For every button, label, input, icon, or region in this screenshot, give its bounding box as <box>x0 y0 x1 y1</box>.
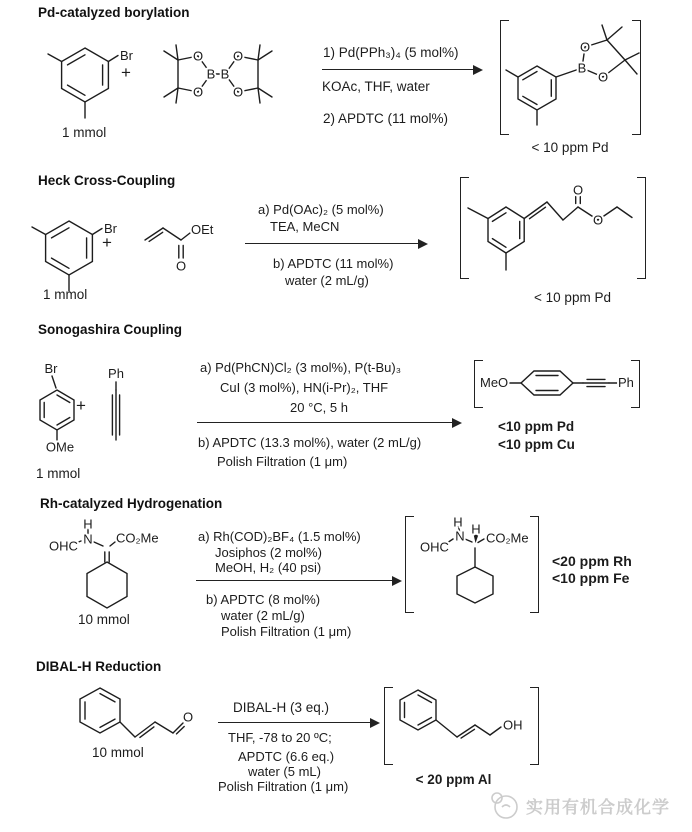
atom-label-ph: Ph <box>108 366 124 381</box>
result-label: <10 ppm Pd <box>498 419 575 434</box>
atom-label-co2me: CO₂Me <box>486 530 529 546</box>
structure-phenylacetylene <box>100 362 140 457</box>
reaction-arrow <box>218 718 380 728</box>
structure-diarylalkyne-product <box>478 356 638 411</box>
atom-label-ome: OMe <box>45 439 75 455</box>
atom-label-br: Br <box>104 221 117 236</box>
section-title: Heck Cross-Coupling <box>38 173 176 188</box>
atom-label-ph: Ph <box>618 375 634 390</box>
atom-label-b: B <box>577 60 587 76</box>
section-title: DIBAL-H Reduction <box>36 659 162 674</box>
result-label: < 10 ppm Pd <box>531 140 609 155</box>
atom-label-b: B <box>220 66 230 82</box>
conditions-line: CuI (3 mol%), HN(i-Pr)₂, THF <box>220 380 389 395</box>
atom-label-b: B <box>206 66 216 82</box>
atom-label-o: O <box>192 48 204 64</box>
conditions-line: KOAc, THF, water <box>322 79 430 94</box>
atom-label-h: H <box>453 514 463 530</box>
amount-label: 1 mmol <box>43 287 88 302</box>
structure-35-dimethylbromobenzene <box>33 23 158 123</box>
result-label: < 20 ppm Al <box>415 772 492 787</box>
section-title: Pd-catalyzed borylation <box>38 5 190 20</box>
structure-enamide-substrate <box>40 515 175 620</box>
amount-label: 10 mmol <box>78 612 130 627</box>
conditions-line: TEA, MeCN <box>270 219 340 234</box>
conditions-line: 2) APDTC (11 mol%) <box>323 111 449 126</box>
result-label: <20 ppm Rh <box>552 553 632 569</box>
atom-label-co2me: CO₂Me <box>116 530 159 546</box>
atom-label-oet: OEt <box>191 222 214 237</box>
structure-ethyl-acrylate <box>140 200 225 280</box>
atom-label-n: N <box>455 528 465 544</box>
atom-label-o: O <box>597 69 609 85</box>
conditions-line: 1) Pd(PPh₃)₄ (5 mol%) <box>323 45 459 60</box>
section-title: Sonogashira Coupling <box>38 322 182 337</box>
atom-label-n: N <box>83 531 93 547</box>
reaction-arrow <box>197 418 462 428</box>
conditions-line: b) APDTC (13.3 mol%), water (2 mL/g) <box>198 435 422 450</box>
amount-label: 1 mmol <box>36 466 81 481</box>
conditions-line: b) APDTC (8 mol%) <box>206 592 321 607</box>
atom-label-ohc: OHC <box>49 538 78 554</box>
conditions-line: Josiphos (2 mol%) <box>215 545 322 560</box>
result-label: <10 ppm Fe <box>552 570 630 586</box>
conditions-line: b) APDTC (11 mol%) <box>273 256 394 271</box>
structure-cinnamate-ester-product <box>460 180 645 280</box>
conditions-line: water (2 mL/g) <box>285 273 369 288</box>
atom-label-o: O <box>175 258 187 274</box>
conditions-line: THF, -78 to 20 ºC; <box>228 730 332 745</box>
amount-label: 1 mmol <box>62 125 107 140</box>
conditions-line: MeOH, H₂ (40 psi) <box>215 560 322 575</box>
atom-label-oh: OH <box>503 717 523 733</box>
atom-label-br: Br <box>44 361 58 376</box>
conditions-line: a) Pd(PhCN)Cl₂ (3 mol%), P(t-Bu)₃ <box>200 360 402 375</box>
conditions-line: a) Pd(OAc)₂ (5 mol%) <box>258 202 384 217</box>
conditions-line: DIBAL-H (3 eq.) <box>233 700 330 715</box>
reaction-arrow <box>322 65 483 75</box>
result-label: < 10 ppm Pd <box>534 290 611 305</box>
reaction-arrow <box>196 576 402 586</box>
atom-label-o: O <box>232 84 244 100</box>
structure-b2pin2 <box>152 42 292 112</box>
structure-cinnamyl-alcohol-product <box>388 684 538 744</box>
atom-label-ohc: OHC <box>420 539 449 555</box>
watermark <box>488 789 670 821</box>
atom-label-o: O <box>579 39 591 55</box>
conditions-line: water (2 mL/g) <box>221 608 305 623</box>
amount-label: 10 mmol <box>92 745 144 760</box>
atom-label-o: O <box>592 212 604 228</box>
plus-sign: + <box>76 396 86 415</box>
plus-sign: + <box>121 63 131 82</box>
atom-label-o: O <box>182 709 194 725</box>
watermark-logo-icon <box>488 789 520 821</box>
atom-label-h: H <box>83 516 93 532</box>
atom-label-br: Br <box>120 48 133 63</box>
conditions-line: Polish Filtration (1 μm) <box>218 779 349 794</box>
conditions-line: water (5 mL) <box>248 764 321 779</box>
reaction-arrow <box>245 239 428 249</box>
conditions-line: 20 °C, 5 h <box>290 400 348 415</box>
result-label: <10 ppm Cu <box>498 437 575 452</box>
conditions-line: APDTC (6.6 eq.) <box>238 749 335 764</box>
structure-4-bromoanisole <box>18 360 98 460</box>
plus-sign: + <box>102 233 112 252</box>
atom-label-o: O <box>232 48 244 64</box>
atom-label-o: O <box>572 182 584 198</box>
structure-cinnamaldehyde <box>70 682 205 744</box>
section-title: Rh-catalyzed Hydrogenation <box>40 496 223 511</box>
watermark-text: 实用有机合成化学 <box>526 797 670 817</box>
atom-label-h: H <box>471 521 481 537</box>
conditions-line: Polish Filtration (1 μm) <box>221 624 352 639</box>
conditions-line: Polish Filtration (1 μm) <box>217 454 348 469</box>
conditions-line: a) Rh(COD)₂BF₄ (1.5 mol%) <box>198 529 361 544</box>
structure-amino-ester-product <box>408 516 538 611</box>
atom-label-meo: MeO <box>480 375 509 390</box>
atom-label-o: O <box>192 84 204 100</box>
structure-arylboronate-product <box>505 15 645 140</box>
structure-35-dimethylbromobenzene <box>17 196 142 296</box>
